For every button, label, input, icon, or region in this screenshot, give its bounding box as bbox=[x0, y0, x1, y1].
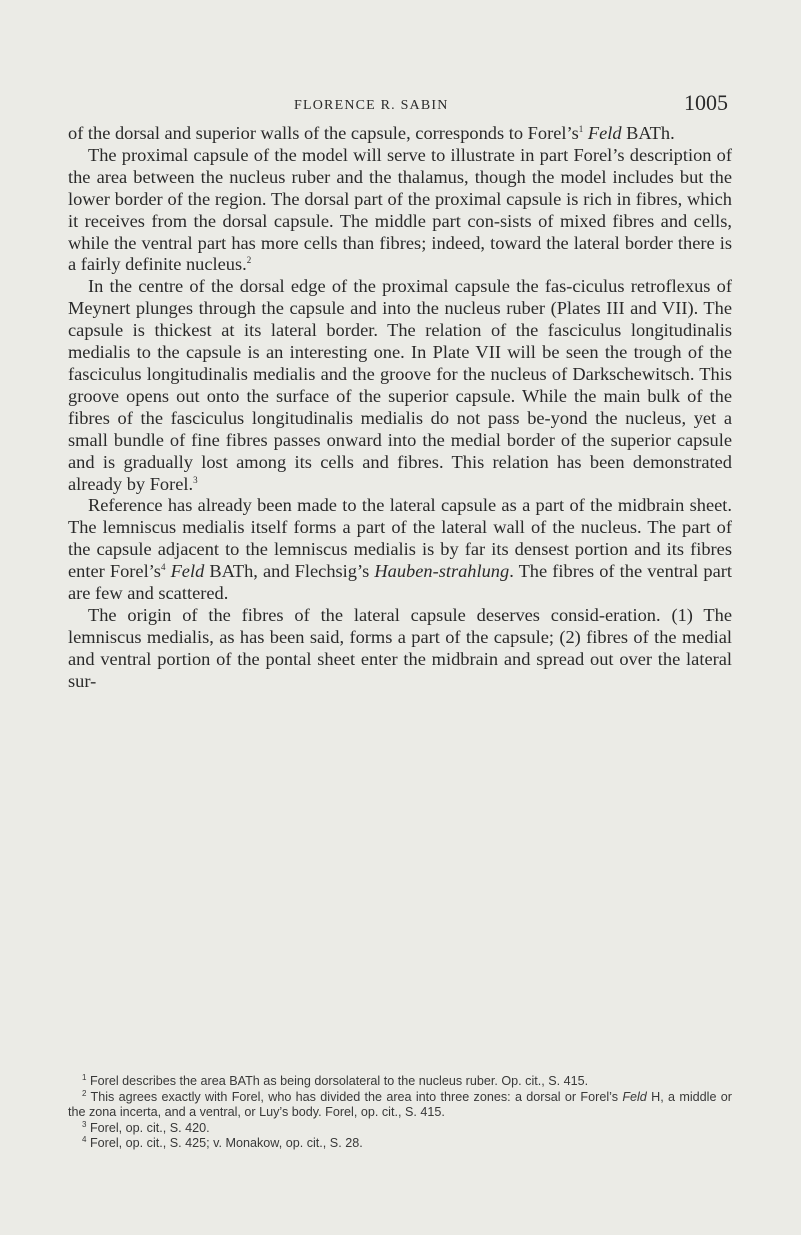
italic-term: Feld bbox=[587, 123, 622, 143]
footnote-4 bbox=[68, 1136, 732, 1152]
italic-term: Hauben-strahlung bbox=[374, 561, 510, 582]
running-title: FLORENCE R. SABIN bbox=[294, 98, 449, 113]
text-run: BATh. bbox=[621, 123, 675, 143]
text-run: H, a middle or the zona incerta, and a ventral, or Luy’s body. Forel, op. cit., S. 415. bbox=[68, 1089, 732, 1120]
text-run: In the centre of the dorsal edge of the proximal capsule the fas-ciculus retroflexus of Meynert plunges through the capsule and into the nucleus ruber (Plates III and VII). The capsule is thickest at its lateral border. The relation of the fasciculus longitudinalis medialis to the capsule is an interesting one. In Plate VII will be seen the trough of the fasciculus longitudinalis medialis and the groove for the nucleus of Darkschewitsch. This groove opens out onto the surface of the superior capsule. While the main bulk of the fibres of the fasciculus longitudinalis medialis do not pass be-yond the nucleus, yet a small bundle of fine fibres passes onward into the medial border of the superior capsule and is gradually lost among its cells and fibres. This relation has been demonstrated already by Forel. bbox=[68, 276, 732, 494]
text-run: BATh, and Flechsig’s bbox=[204, 561, 375, 582]
text-run: This agrees exactly with Forel, who has divided the area into three zones: a dorsal or Forel’s bbox=[86, 1089, 623, 1104]
text-run: Reference has already been made to the lateral capsule as a part of the midbrain sheet. The lemniscus medialis itself forms a part of the lateral wall of the nucleus. The part of the capsule adjacent to the lemniscus medialis is by far its densest portion and its fibres enter Forel’s bbox=[68, 495, 732, 582]
footnote-marker: 2 bbox=[82, 1088, 87, 1098]
italic-term: Feld bbox=[622, 1089, 647, 1104]
footnotes bbox=[68, 1074, 732, 1152]
footnote-marker: 3 bbox=[193, 474, 198, 485]
footnote-marker: 4 bbox=[82, 1135, 87, 1145]
body-text bbox=[68, 123, 732, 693]
footnote-marker: 2 bbox=[246, 255, 252, 266]
text-run: Forel, op. cit., S. 425; v. Monakow, op. cit., S. 28. bbox=[86, 1136, 363, 1151]
footnote-1 bbox=[68, 1074, 732, 1090]
footnote-marker: 1 bbox=[82, 1073, 87, 1082]
running-head bbox=[68, 90, 728, 120]
text-run: The origin of the fibres of the lateral capsule deserves consid-eration. (1) The lemniscus medialis, as has been said, forms a part of the capsule; (2) fibres of the medial and ventral portion of the pontal sheet enter the midbrain and spread out over the lateral sur- bbox=[68, 604, 732, 691]
paragraph-3 bbox=[68, 276, 732, 495]
text-run: Forel, op. cit., S. 420. bbox=[86, 1120, 210, 1135]
footnote-3 bbox=[68, 1121, 732, 1137]
paragraph-4 bbox=[68, 495, 732, 605]
footnote-2 bbox=[68, 1090, 732, 1121]
paragraph-2 bbox=[68, 145, 732, 276]
paragraph-5 bbox=[68, 605, 732, 693]
text-run: of the dorsal and superior walls of the capsule, corresponds to Forel’s bbox=[68, 123, 579, 143]
footnote-marker: 3 bbox=[82, 1119, 87, 1129]
italic-term: Feld bbox=[170, 561, 205, 582]
text-run: . The fibres of the ventral part are few and scattered. bbox=[68, 561, 732, 604]
footnote-marker: 1 bbox=[578, 124, 584, 134]
page-number: 1005 bbox=[684, 90, 728, 115]
paragraph-1 bbox=[68, 123, 732, 145]
footnote-marker: 4 bbox=[160, 562, 166, 573]
text-run: Forel describes the area BATh as being dorsolateral to the nucleus ruber. Op. cit., S. 415. bbox=[86, 1074, 589, 1088]
text-run: The proximal capsule of the model will serve to illustrate in part Forel’s description of the area between the nucleus ruber and the thalamus, though the model includes but the lower border of the region. The dorsal part of the proximal capsule is rich in fibres, which it receives from the dorsal capsule. The middle part con-sists of mixed fibres and cells, while the ventral part has more cells than fibres; indeed, toward the lateral border there is a fairly definite nucleus. bbox=[68, 144, 732, 275]
